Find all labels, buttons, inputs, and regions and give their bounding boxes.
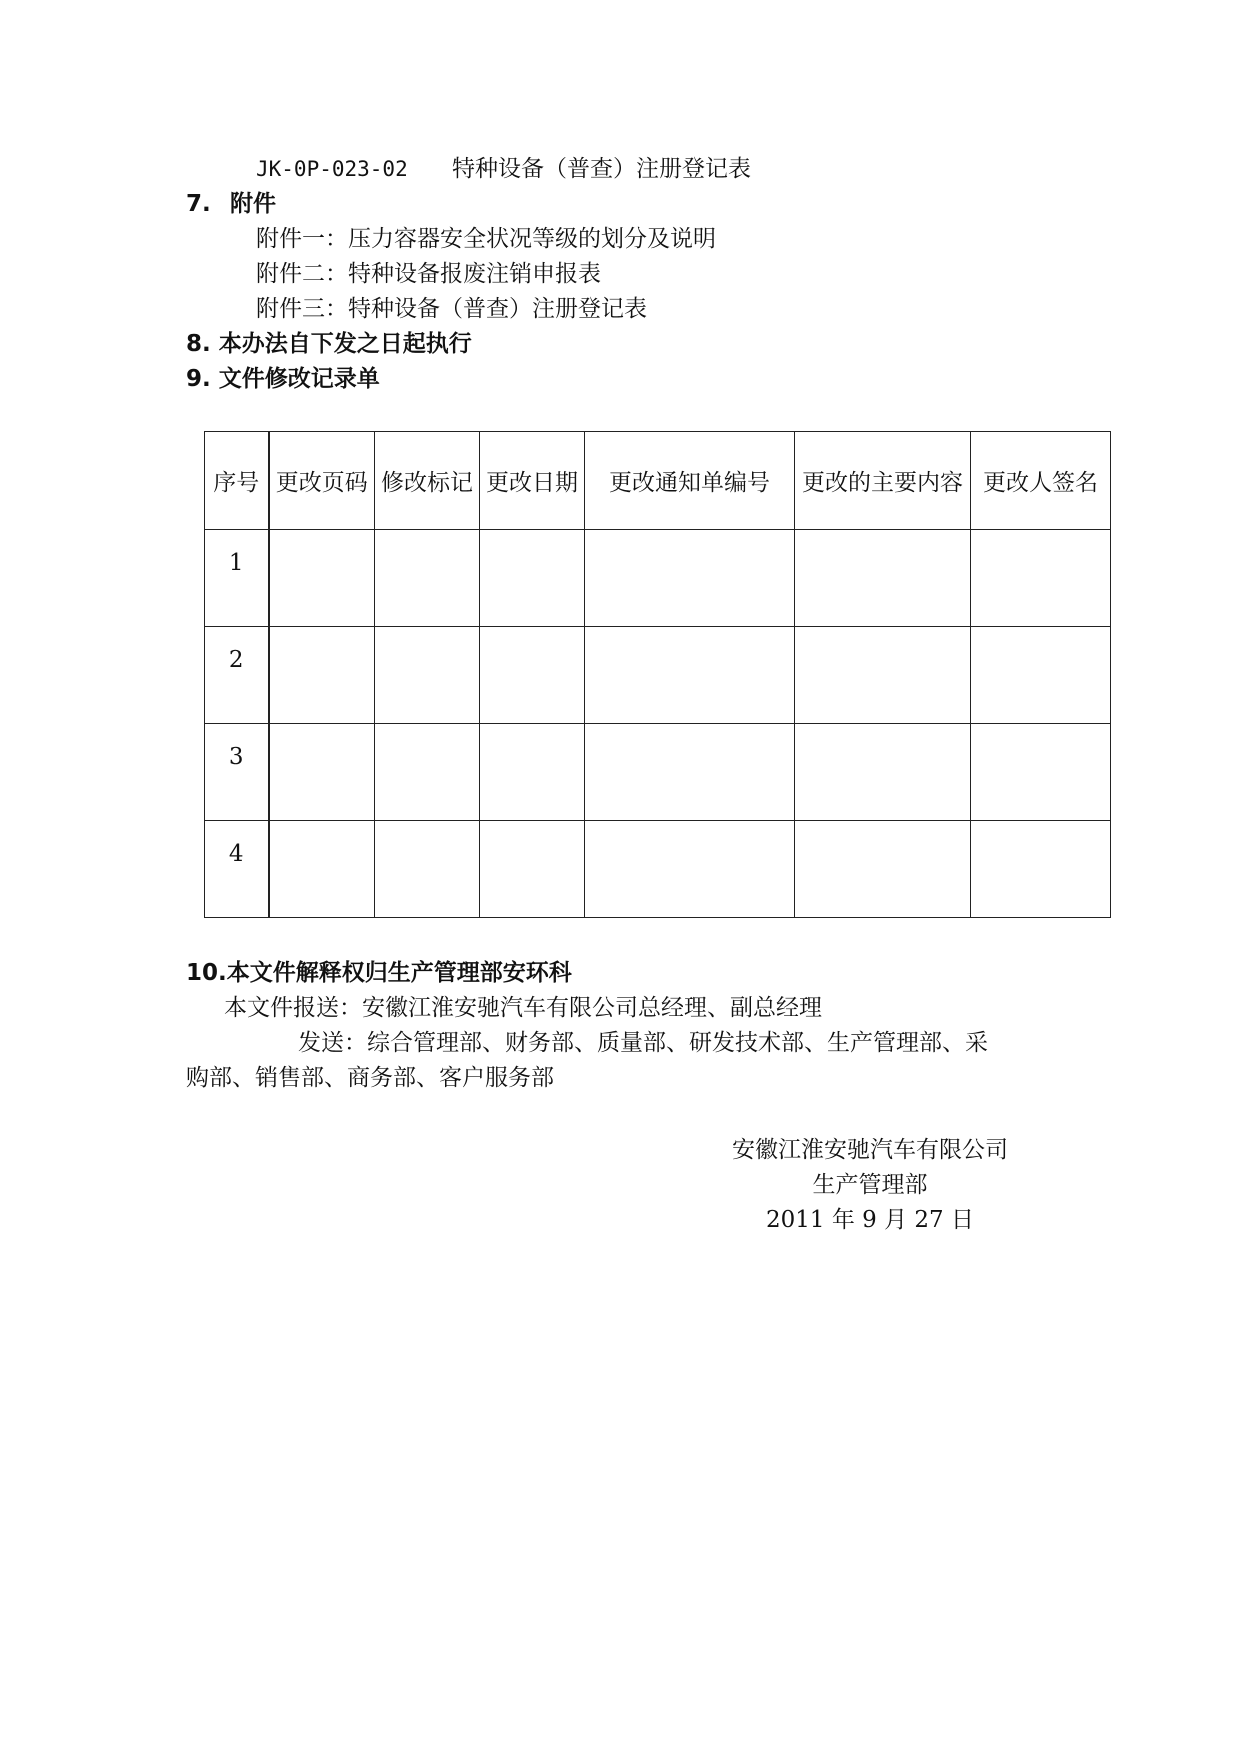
table-cell — [585, 530, 795, 627]
table-row — [205, 724, 1111, 821]
table-row — [205, 627, 1111, 724]
distribution-line-2: 购部、销售部、商务部、客户服务部 — [186, 1065, 554, 1091]
table-cell — [375, 724, 480, 821]
section-8-heading: 8. 本办法自下发之日起执行 — [186, 331, 472, 357]
row-number: 4 — [205, 821, 269, 918]
table-cell — [375, 627, 480, 724]
table-cell — [795, 627, 971, 724]
table-cell — [971, 530, 1111, 627]
report-to-line: 本文件报送：安徽江淮安驰汽车有限公司总经理、副总经理 — [224, 995, 822, 1021]
table-cell — [795, 821, 971, 918]
header-cell-page: 更改页码 — [269, 432, 375, 530]
section-7-number: 7. — [186, 191, 211, 217]
table-cell — [269, 724, 375, 821]
table-cell — [269, 530, 375, 627]
table-cell — [585, 724, 795, 821]
header-cell-signer: 更改人签名 — [971, 432, 1111, 530]
attachment-item-2: 附件二：特种设备报废注销申报表 — [256, 261, 601, 287]
table-cell — [480, 627, 585, 724]
row-number: 2 — [205, 627, 269, 724]
header-cell-date: 更改日期 — [480, 432, 585, 530]
header-cell-mark: 修改标记 — [375, 432, 480, 530]
table-cell — [480, 530, 585, 627]
table-cell — [375, 821, 480, 918]
row-number: 1 — [205, 530, 269, 627]
table-cell — [585, 821, 795, 918]
table-cell — [375, 530, 480, 627]
table-row — [205, 821, 1111, 918]
table-cell — [480, 821, 585, 918]
table-cell — [269, 627, 375, 724]
table-cell — [269, 821, 375, 918]
signature-company: 安徽江淮安驰汽车有限公司 — [732, 1137, 1008, 1163]
distribution-line-1: 发送：综合管理部、财务部、质量部、研发技术部、生产管理部、采 — [298, 1030, 988, 1056]
row-number: 3 — [205, 724, 269, 821]
table-cell — [971, 724, 1111, 821]
attachment-item-1: 附件一：压力容器安全状况等级的划分及说明 — [256, 226, 716, 252]
reference-code: JK-0P-023-02 — [256, 157, 408, 181]
section-7-title: 附件 — [230, 191, 276, 217]
header-cell-seq: 序号 — [205, 432, 269, 530]
header-cell-content: 更改的主要内容 — [795, 432, 971, 530]
table-row — [205, 530, 1111, 627]
signature-department: 生产管理部 — [812, 1172, 928, 1198]
table-cell — [971, 627, 1111, 724]
table-header-row — [205, 432, 1111, 530]
signature-date: 2011 年 9 月 27 日 — [766, 1207, 974, 1233]
section-10-heading: 10.本文件解释权归生产管理部安环科 — [186, 960, 572, 986]
revision-record-table — [204, 431, 1111, 918]
attachment-item-3: 附件三：特种设备（普查）注册登记表 — [256, 296, 647, 322]
section-7-heading — [186, 188, 276, 220]
section-9-heading: 9. 文件修改记录单 — [186, 366, 380, 392]
table-cell — [795, 530, 971, 627]
header-cell-notice-no: 更改通知单编号 — [585, 432, 795, 530]
reference-line — [256, 153, 751, 185]
table-cell — [795, 724, 971, 821]
table-cell — [971, 821, 1111, 918]
reference-title: 特种设备（普查）注册登记表 — [452, 156, 751, 182]
table-cell — [585, 627, 795, 724]
table-cell — [480, 724, 585, 821]
